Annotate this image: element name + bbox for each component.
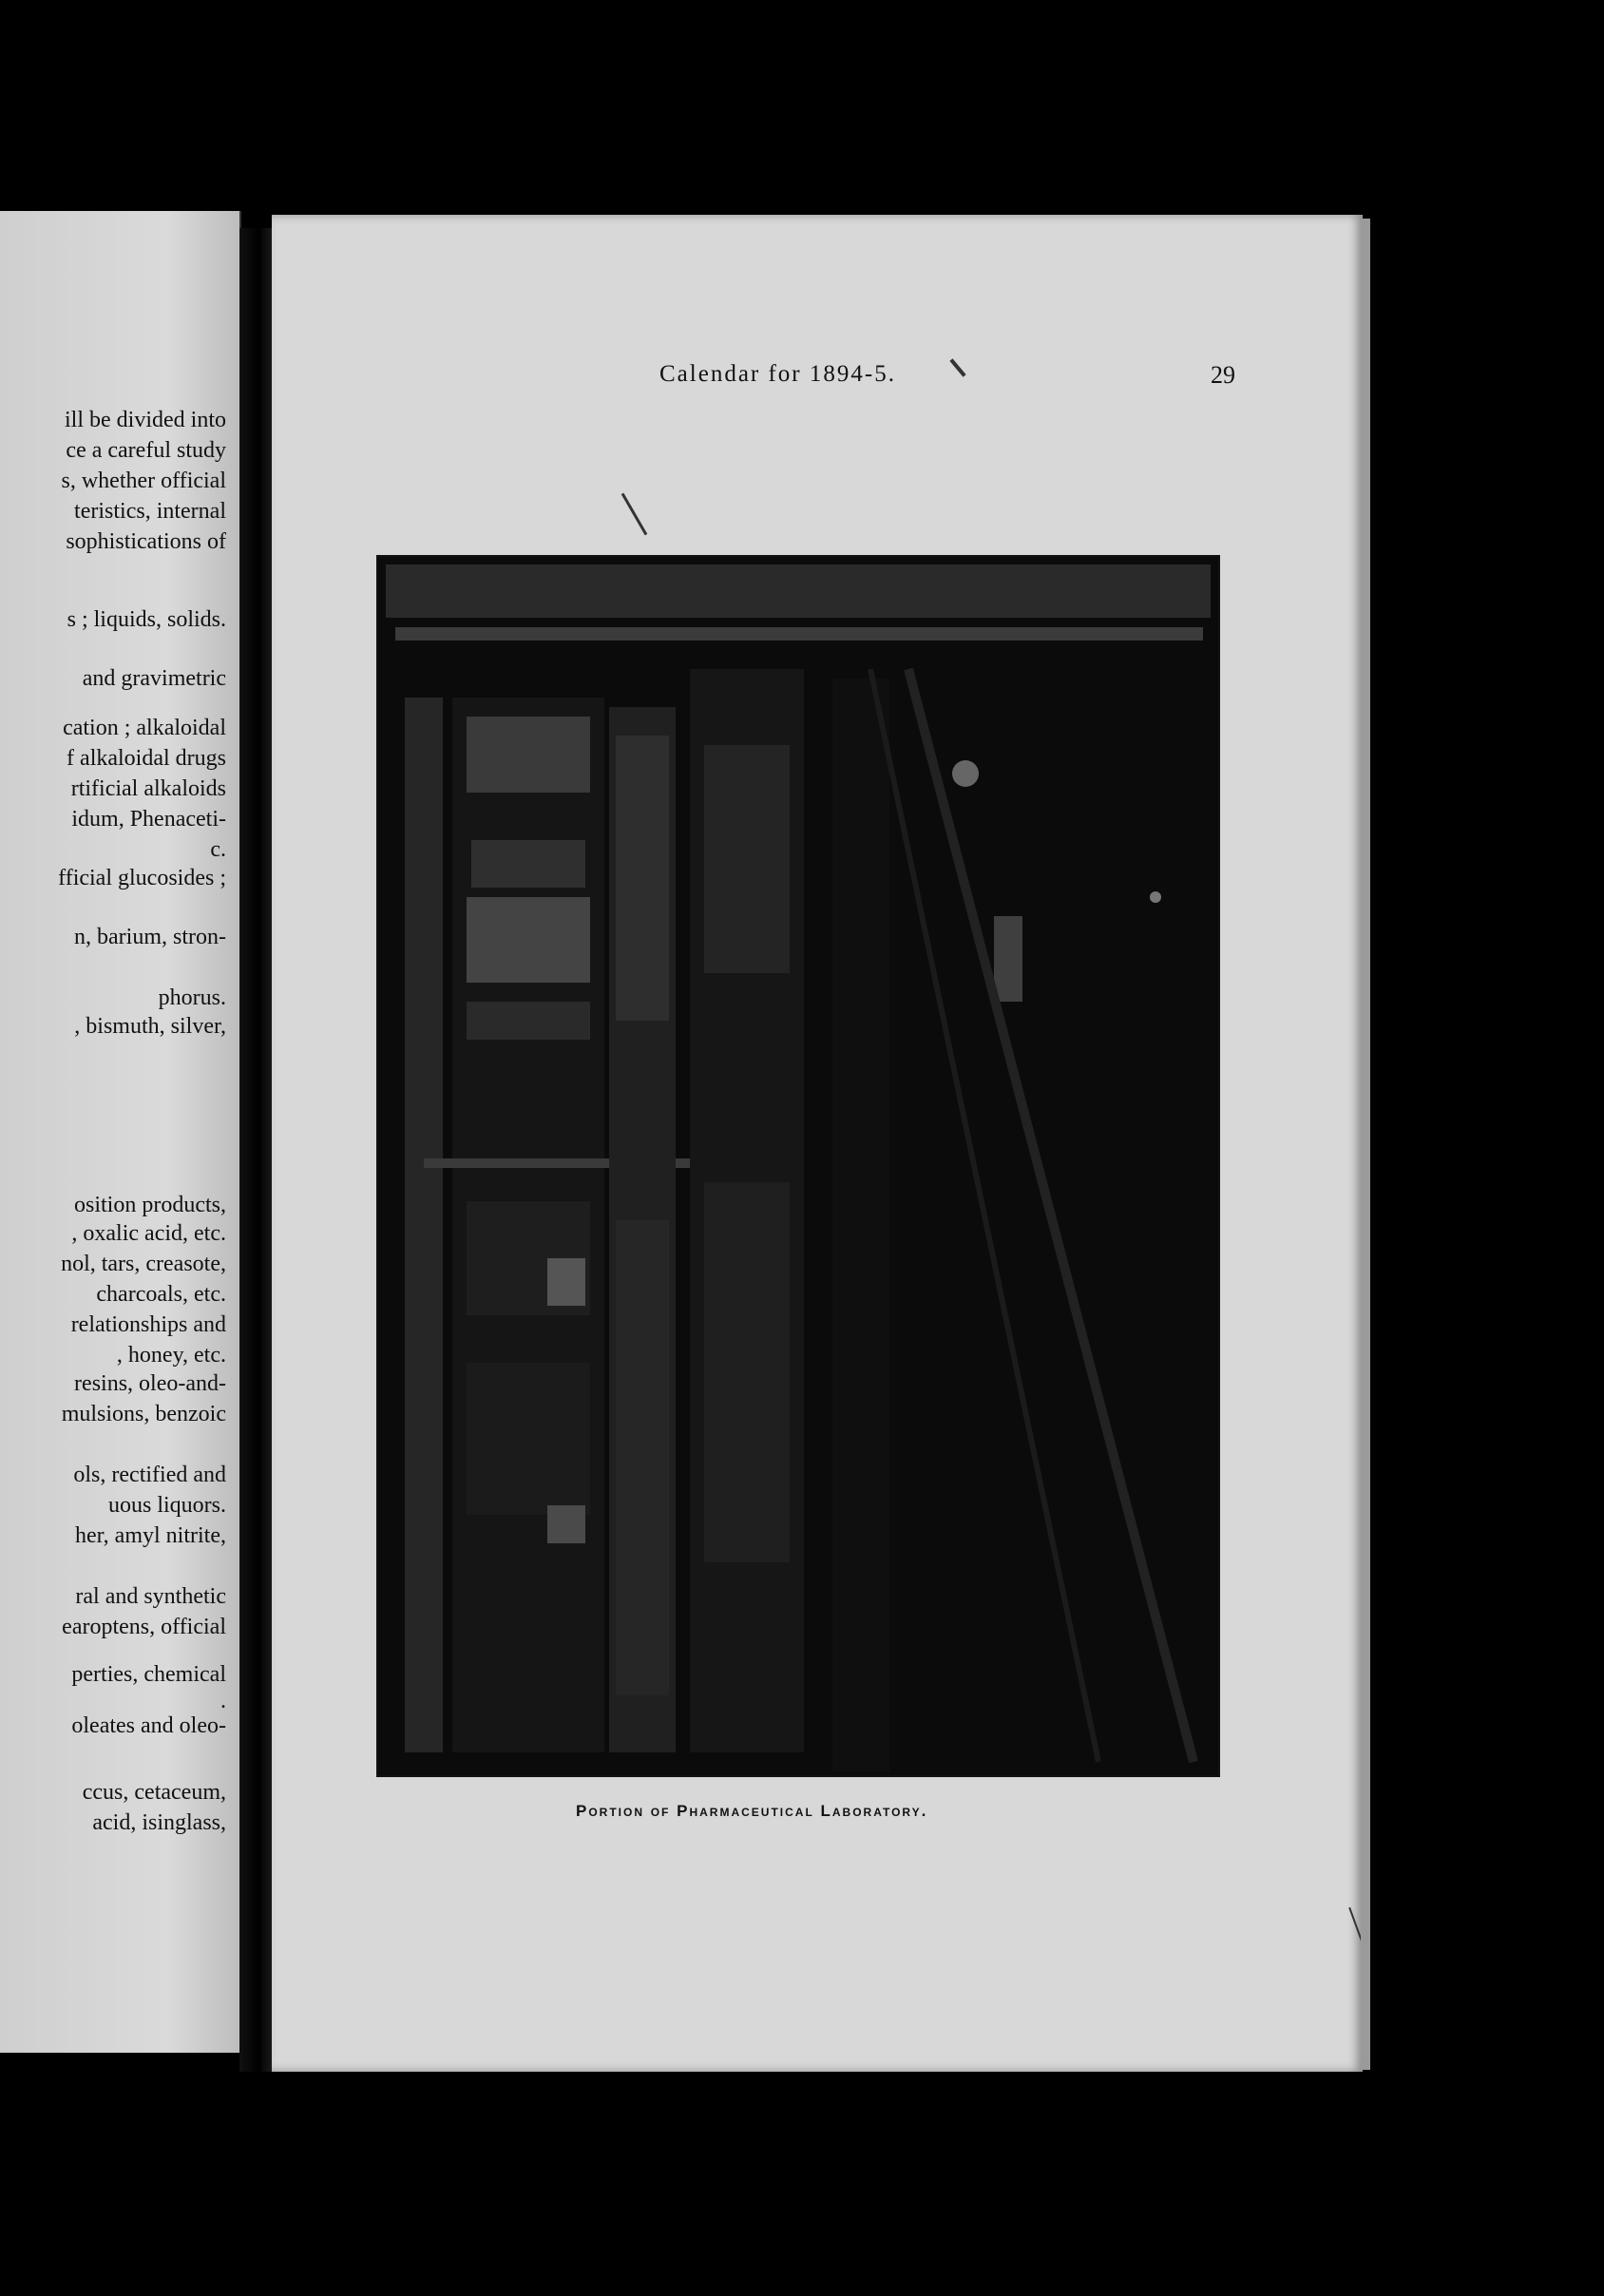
left-page-line: idum, Phenaceti- — [71, 807, 226, 832]
left-page-line: , bismuth, silver, — [74, 1014, 226, 1039]
book-gutter — [239, 228, 272, 2072]
left-page-line: ccus, cetaceum, — [82, 1780, 226, 1805]
page-number: 29 — [1211, 361, 1235, 389]
left-page-line: charcoals, etc. — [96, 1282, 226, 1307]
ink-mark — [949, 358, 965, 376]
left-page-line: s, whether official — [61, 469, 226, 493]
left-page-line: acid, isinglass, — [92, 1810, 226, 1835]
ink-mark — [621, 493, 648, 536]
left-page-line: , honey, etc. — [116, 1343, 226, 1368]
left-page-line: sophistications of — [66, 529, 226, 554]
left-page-line: teristics, internal — [74, 499, 226, 524]
laboratory-photograph — [376, 555, 1220, 1777]
left-page-line: ral and synthetic — [75, 1584, 226, 1609]
left-page-line: her, amyl nitrite, — [75, 1523, 226, 1548]
left-page-line: phorus. — [158, 985, 226, 1010]
left-page-line: resins, oleo-and- — [74, 1371, 226, 1396]
laboratory-photograph-image — [376, 555, 1220, 1777]
right-page — [272, 215, 1363, 2072]
left-page-line: fficial glucosides ; — [58, 866, 226, 890]
left-page-line: cation ; alkaloidal — [63, 716, 226, 740]
left-page-line: relationships and — [70, 1312, 226, 1337]
left-page-line: s ; liquids, solids. — [67, 607, 226, 632]
left-page-line: ce a careful study — [66, 438, 226, 463]
left-page-line: ill be divided into — [65, 408, 226, 432]
left-page-line: oleates and oleo- — [71, 1713, 226, 1738]
left-page-line: osition products, — [74, 1193, 226, 1217]
left-page-line: f alkaloidal drugs — [67, 746, 226, 771]
left-page-line: , oxalic acid, etc. — [71, 1221, 226, 1246]
left-page-line: c. — [210, 837, 226, 862]
left-page-line: perties, chemical — [71, 1662, 226, 1687]
left-page-line: mulsions, benzoic — [61, 1402, 226, 1426]
left-page-line: nol, tars, creasote, — [61, 1252, 226, 1276]
figure-caption: Portion of Pharmaceutical Laboratory. — [576, 1802, 928, 1820]
left-page-line: n, barium, stron- — [74, 925, 226, 949]
left-page-line: . — [220, 1689, 226, 1713]
left-page-line: earoptens, official — [62, 1615, 226, 1639]
left-page-line: uous liquors. — [107, 1493, 226, 1518]
left-page-line: and gravimetric — [82, 666, 226, 691]
page-edge — [1361, 219, 1370, 2070]
left-page-line: rtificial alkaloids — [70, 776, 226, 801]
left-page-line: ols, rectified and — [73, 1463, 226, 1487]
left-page — [0, 211, 241, 2053]
running-head: Calendar for 1894-5. — [659, 361, 896, 387]
